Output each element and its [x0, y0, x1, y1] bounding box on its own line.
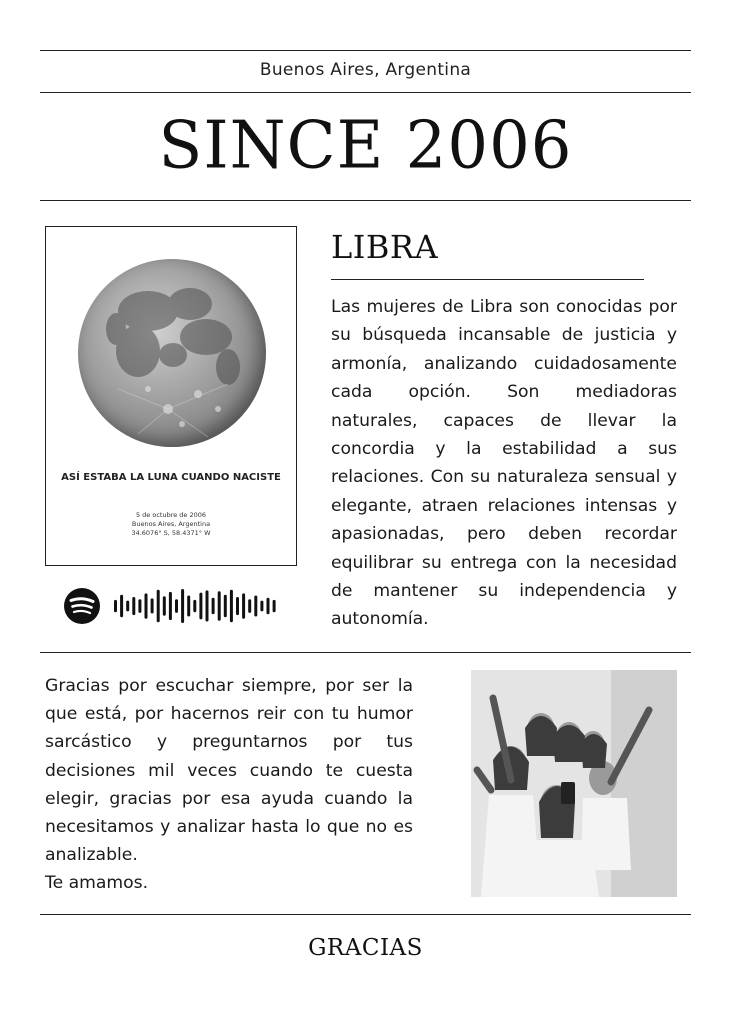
- top-rule: [40, 50, 691, 51]
- spotify-code-bar: [212, 598, 215, 615]
- sign-title-rule: [331, 279, 644, 280]
- thanks-body: Gracias por escuchar siempre, por ser la que está, por hacernos reir con tu humor sarcástico y preguntarnos por tus decisiones mil veces cuando te cuesta elegir, gracias por esa ayuda cuando la necesitamos y analizar hasta lo que no es analizable.: [45, 676, 413, 866]
- sign-description: Las mujeres de Libra son conocidas por su búsqueda incansable de justicia y armonía, analizando cuidadosamente cada opción. Son mediadoras naturales, capaces de llevar la concordia y la estabilidad a sus relaciones. Con su naturaleza sensual y elegante, atraen relaciones intensas y apasionadas, pero deben recordar equilibrar su entrega con la necesidad de mantener su independencia y autonomía.: [331, 297, 677, 630]
- poster-place: Buenos Aires, Argentina: [131, 520, 211, 528]
- spotify-code-bar: [126, 601, 129, 612]
- spotify-code-bar: [248, 599, 251, 613]
- spotify-code-bar: [114, 600, 117, 612]
- spotify-code-bar: [224, 595, 227, 617]
- spotify-code-bar: [145, 593, 148, 618]
- masthead-rule: [40, 200, 691, 201]
- location-rule: [40, 92, 691, 93]
- thanks-message: [45, 672, 413, 898]
- moon-poster: [45, 226, 297, 566]
- group-photo-icon: [471, 670, 677, 897]
- location-line: Buenos Aires, Argentina: [259, 60, 472, 80]
- spotify-code-bar: [230, 590, 233, 623]
- spotify-code-bar: [151, 598, 154, 613]
- spotify-code-bar: [163, 596, 166, 616]
- spotify-code-bar: [236, 597, 239, 615]
- spotify-code-bar: [169, 592, 172, 620]
- bottom-rule: [40, 914, 691, 915]
- spotify-icon: [64, 588, 100, 624]
- thanks-closing: Te amamos.: [45, 873, 149, 894]
- poster-details: [56, 511, 286, 538]
- spotify-code-bar: [199, 593, 202, 620]
- spotify-code-bar: [181, 589, 184, 623]
- moon-image: [78, 259, 266, 447]
- spotify-code-bar: [218, 591, 221, 621]
- spotify-code-bar: [187, 596, 190, 617]
- spotify-code[interactable]: [62, 586, 282, 626]
- poster-caption: ASÍ ESTABA LA LUNA CUANDO NACISTE: [61, 472, 281, 483]
- poster-date: 5 de octubre de 2006: [135, 511, 207, 519]
- spotify-code-bars: [114, 589, 276, 623]
- spotify-code-bar: [138, 599, 141, 613]
- poster-coordinates: 34.6076° S, 58.4371° W: [131, 529, 211, 537]
- page-title: SINCE 2006: [158, 108, 573, 184]
- spotify-code-bar: [120, 595, 123, 617]
- middle-rule: [40, 652, 691, 653]
- moon-surface-icon: [78, 259, 266, 447]
- spotify-code-bar: [193, 600, 196, 612]
- spotify-code-bar: [175, 599, 178, 613]
- spotify-code-bar: [260, 601, 263, 612]
- spotify-code-bar: [242, 593, 245, 618]
- spotify-code-bar: [267, 598, 270, 615]
- sign-title: LIBRA: [331, 228, 439, 266]
- group-photo: [471, 670, 677, 897]
- spotify-code-bar: [206, 590, 209, 621]
- spotify-code-bar: [254, 596, 257, 617]
- spotify-code-bar: [157, 590, 160, 623]
- spotify-code-bar: [273, 600, 276, 612]
- footer-title: GRACIAS: [308, 935, 423, 961]
- spotify-code-bar: [132, 597, 135, 615]
